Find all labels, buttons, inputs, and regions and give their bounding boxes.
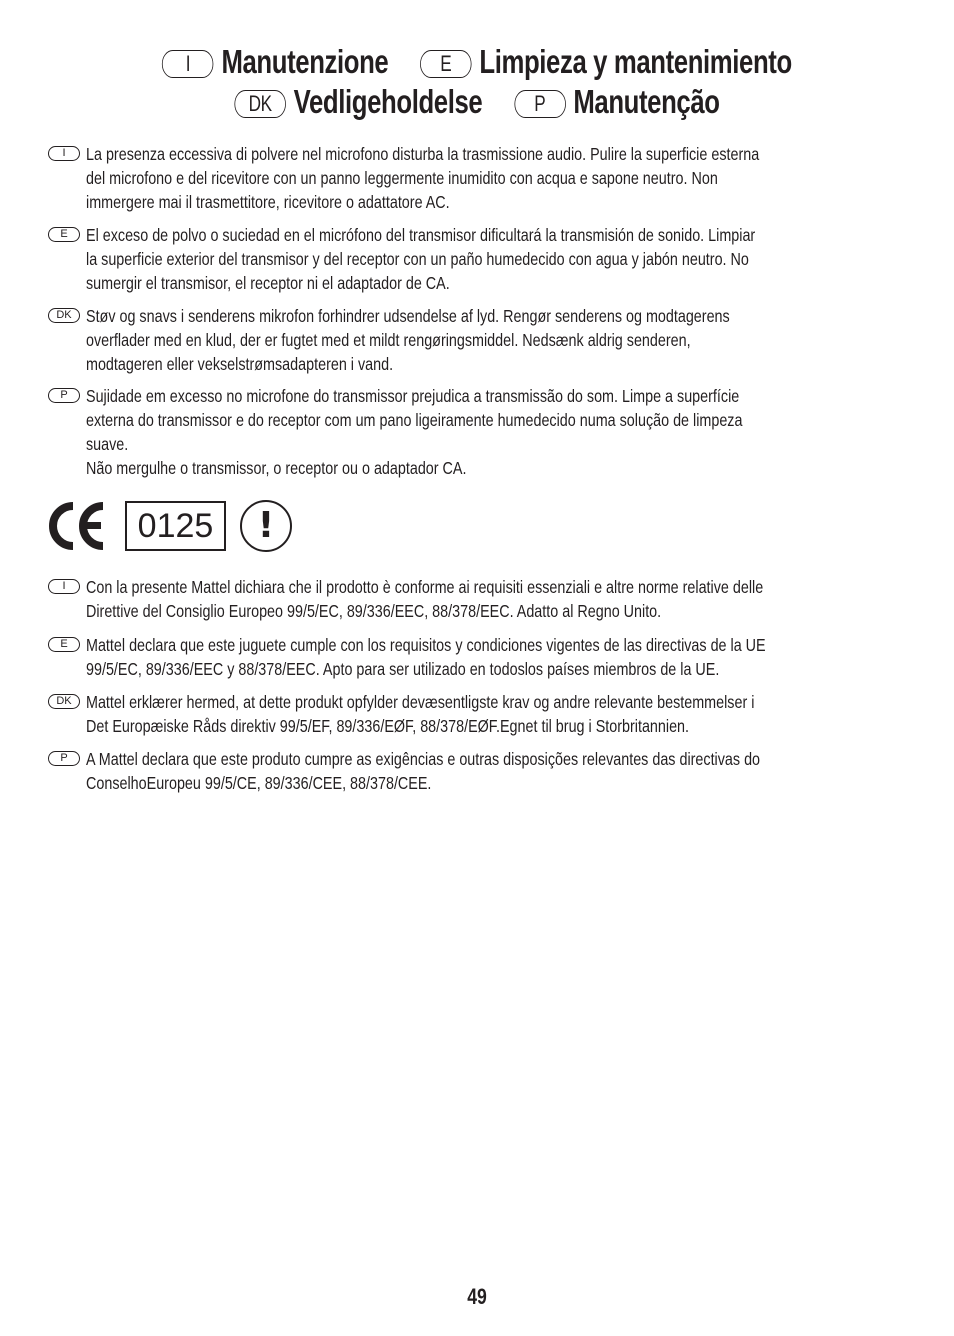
lang-badge-p: P	[48, 388, 80, 403]
paragraph-text: El exceso de polvo o suciedad en el micrófono del transmisor dificultará la transmisión de sonido. Limpiar la superficie exterior del transmisor y del receptor con un paño humedecido con agua y jabón neutro. No sumergir el transmisor, el receptor ni el adaptador de CA.	[86, 225, 756, 293]
page-title	[0, 42, 954, 122]
maintenance-paragraph-pt	[48, 384, 918, 480]
paragraph-text: La presenza eccessiva di polvere nel microfono disturba la trasmissione audio. Pulire la superficie esterna del microfono e del ricevitore con un panno leggermente inumidito con acqua e sapone neutro. Non immergere mai il trasmettitore, ricevitore o adattatore AC.	[86, 144, 760, 212]
title-text: Manutenzione	[221, 43, 389, 80]
notified-body-number: 0125	[125, 501, 226, 551]
page-number: 49	[467, 1284, 487, 1309]
ce-mark-icon	[47, 502, 107, 550]
lang-badge-e: E	[48, 227, 80, 242]
lang-badge-i: I	[48, 146, 80, 161]
paragraph-text: Mattel erklærer hermed, at dette produkt opfylder devæsentligste krav og andre relevante bestemmelser i Det Europæiske Råds direktiv 99/5/EF, 89/336/EØF, 88/378/EØF.Egnet til brug i Storbritannien.	[86, 692, 755, 736]
title-text: Manutenção	[573, 83, 720, 120]
paragraph-text	[86, 384, 768, 480]
paragraph-text: Con la presente Mattel dichiara che il prodotto è conforme ai requisiti essenziali e altre norme relative delle Direttive del Consiglio Europeo 99/5/EC, 89/336/EEC, 88/378/EEC. Adatto al Regno Unito.	[86, 577, 764, 621]
lang-badge-dk: DK	[234, 90, 285, 118]
lang-badge-p: P	[514, 90, 565, 118]
lang-badge-p: P	[48, 751, 80, 766]
lang-badge-i: I	[162, 50, 213, 78]
paragraph-text-part2: Não mergulhe o transmissor, o receptor ou o adaptador CA.	[86, 458, 467, 478]
certification-marks	[47, 500, 292, 552]
paragraph-text: Mattel declara que este juguete cumple con los requisitos y condiciones vigentes de las directivas de la UE 99/5/EC, 89/336/EEC y 88/378/EEC. Apto para ser utilizado en todoslos países miembros de la UE.	[86, 635, 766, 679]
compliance-paragraph-dk	[48, 690, 918, 738]
title-line-2	[105, 82, 849, 122]
compliance-paragraph-pt	[48, 747, 918, 795]
title-italian	[162, 42, 388, 82]
title-line-1	[105, 42, 849, 82]
paragraph-text-part1: Sujidade em excesso no microfone do transmissor prejudica a transmissão do som. Limpe a superfície externa do transmissor e do receptor com um pano ligeiramente humedecido numa solução de limpeza suave.	[86, 386, 743, 454]
title-portuguese	[514, 82, 720, 122]
paragraph-text: A Mattel declara que este produto cumpre as exigências e outras disposições relevantes das directivas do ConselhoEuropeu 99/5/CE, 89/336/CEE, 88/378/CEE.	[86, 749, 761, 793]
warning-icon: !	[240, 500, 292, 552]
maintenance-paragraph-es	[48, 223, 918, 295]
lang-badge-e: E	[48, 637, 80, 652]
lang-badge-i: I	[48, 579, 80, 594]
lang-badge-dk: DK	[48, 308, 80, 323]
maintenance-paragraph-dk	[48, 304, 918, 376]
title-danish	[234, 82, 482, 122]
title-text: Vedligeholdelse	[293, 83, 483, 120]
title-spanish	[420, 42, 792, 82]
lang-badge-e: E	[420, 50, 471, 78]
title-text: Limpieza y mantenimiento	[479, 43, 792, 80]
paragraph-text: Støv og snavs i senderens mikrofon forhindrer udsendelse af lyd. Rengør senderens og modtagerens overflader med en klud, der er fugtet med et mildt rengøringsmiddel. Nedsænk aldrig senderen, modtageren eller vekselstrømsadapteren i vand.	[86, 306, 730, 374]
maintenance-paragraph-it	[48, 142, 918, 214]
compliance-paragraph-es	[48, 633, 918, 681]
compliance-paragraph-it	[48, 575, 918, 623]
lang-badge-dk: DK	[48, 694, 80, 709]
